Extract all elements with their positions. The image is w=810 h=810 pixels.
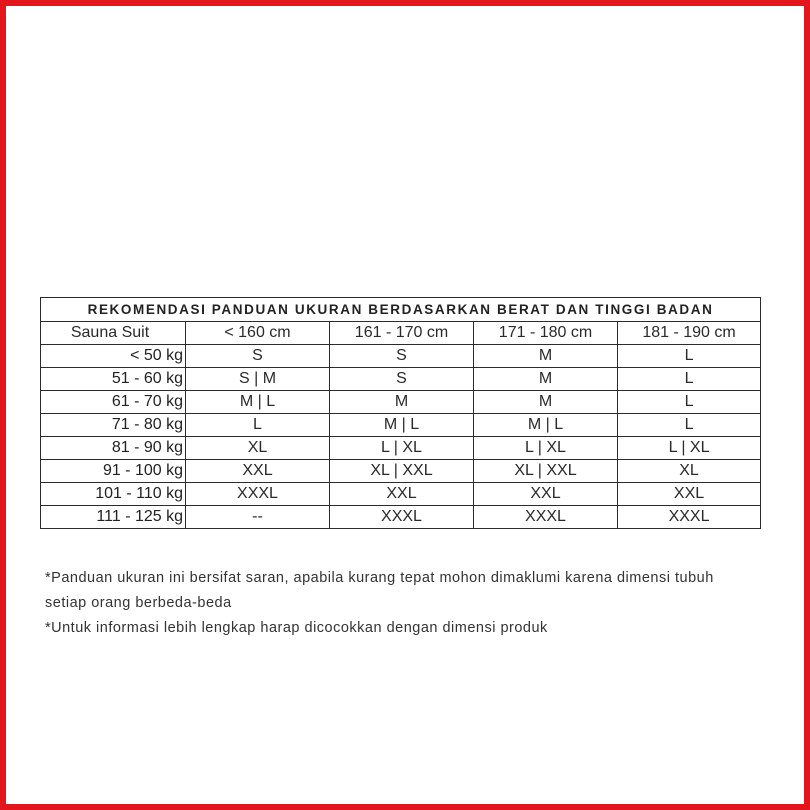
table-row	[41, 391, 761, 414]
size-cell: XXXL	[474, 506, 618, 529]
table-row	[41, 414, 761, 437]
table-row	[41, 437, 761, 460]
weight-cell: 91 - 100 kg	[41, 460, 186, 483]
table-title: REKOMENDASI PANDUAN UKURAN BERDASARKAN BERAT DAN TINGGI BADAN	[41, 298, 761, 322]
size-cell: XXL	[330, 483, 474, 506]
size-cell: L | XL	[618, 437, 761, 460]
header-height-160: < 160 cm	[186, 322, 330, 345]
table-row	[41, 345, 761, 368]
weight-cell: 81 - 90 kg	[41, 437, 186, 460]
table-row	[41, 368, 761, 391]
size-cell: XXL	[186, 460, 330, 483]
size-cell: XXXL	[618, 506, 761, 529]
size-cell: L	[618, 345, 761, 368]
size-cell: XXL	[618, 483, 761, 506]
size-cell: S	[330, 345, 474, 368]
size-cell: XXXL	[330, 506, 474, 529]
header-height-181-190: 181 - 190 cm	[618, 322, 761, 345]
header-sauna-suit: Sauna Suit	[41, 322, 186, 345]
size-cell: M	[474, 345, 618, 368]
size-cell: L	[618, 391, 761, 414]
note-2: *Untuk informasi lebih lengkap harap dicocokkan dengan dimensi produk	[45, 620, 548, 636]
title-row	[41, 298, 761, 322]
size-cell: XXXL	[186, 483, 330, 506]
weight-cell: 51 - 60 kg	[41, 368, 186, 391]
size-cell: S	[330, 368, 474, 391]
size-cell: S | M	[186, 368, 330, 391]
size-cell: S	[186, 345, 330, 368]
footnotes	[45, 566, 785, 641]
header-row	[41, 322, 761, 345]
weight-cell: 71 - 80 kg	[41, 414, 186, 437]
size-cell: L	[618, 368, 761, 391]
table-row	[41, 460, 761, 483]
note-1-line-2: setiap orang berbeda-beda	[45, 595, 232, 611]
header-height-171-180: 171 - 180 cm	[474, 322, 618, 345]
size-cell: M	[330, 391, 474, 414]
weight-cell: 111 - 125 kg	[41, 506, 186, 529]
size-cell: M	[474, 391, 618, 414]
size-chart-table	[40, 297, 761, 529]
weight-cell: < 50 kg	[41, 345, 186, 368]
size-cell: XXL	[474, 483, 618, 506]
size-cell: L | XL	[330, 437, 474, 460]
size-cell: M | L	[330, 414, 474, 437]
table-row	[41, 506, 761, 529]
size-cell: M	[474, 368, 618, 391]
size-cell: M | L	[474, 414, 618, 437]
size-cell: XL | XXL	[330, 460, 474, 483]
size-cell: XL	[186, 437, 330, 460]
weight-cell: 61 - 70 kg	[41, 391, 186, 414]
note-1-line-1: *Panduan ukuran ini bersifat saran, apabila kurang tepat mohon dimaklumi karena dimensi tubuh	[45, 570, 714, 586]
size-cell: L	[618, 414, 761, 437]
size-cell: XL	[618, 460, 761, 483]
weight-cell: 101 - 110 kg	[41, 483, 186, 506]
size-cell: M | L	[186, 391, 330, 414]
size-cell: L	[186, 414, 330, 437]
header-height-161-170: 161 - 170 cm	[330, 322, 474, 345]
size-cell: XL | XXL	[474, 460, 618, 483]
size-cell: --	[186, 506, 330, 529]
table-row	[41, 483, 761, 506]
size-cell: L | XL	[474, 437, 618, 460]
